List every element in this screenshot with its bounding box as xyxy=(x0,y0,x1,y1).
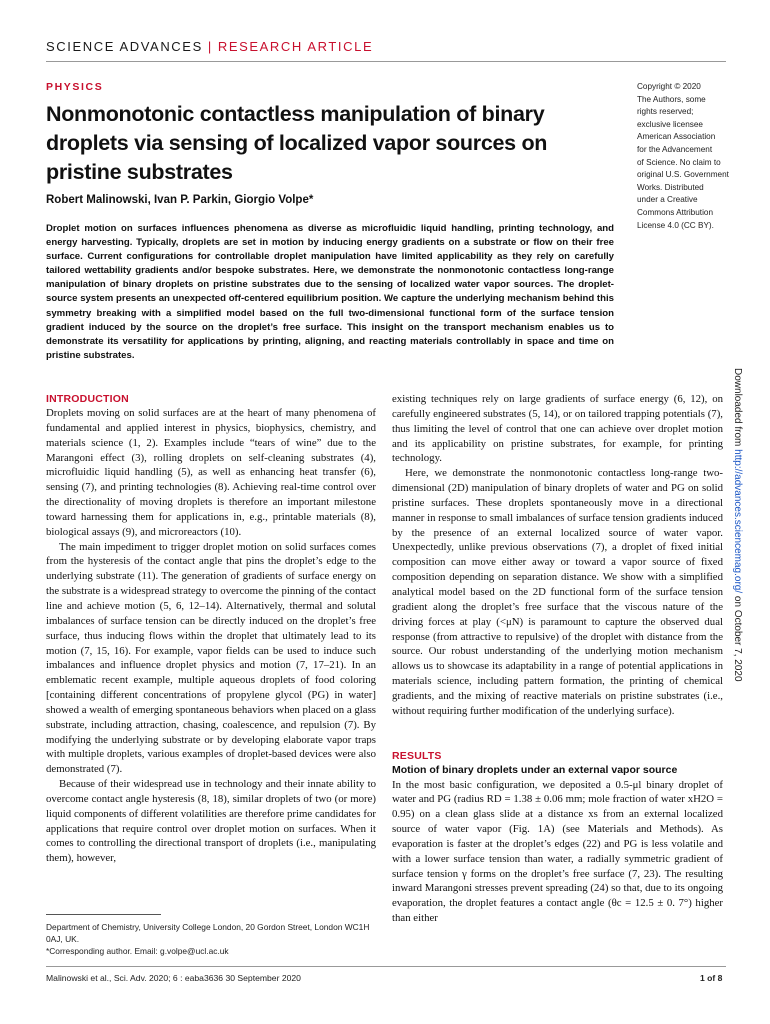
column-right xyxy=(392,392,723,926)
page-number: 1 of 8 xyxy=(700,973,723,983)
copyright-line: of Science. No claim to xyxy=(637,157,721,167)
body-paragraph: The main impediment to trigger droplet motion on solid surfaces comes from the hysteresis of the contact angle that pins the droplet’s edge to the underlying substrate (11). The generation of gradients of surface energy on the substrate is a widespread strategy to overcome the pinning of the contact line and achieve motion (5, 6, 12–14). Alternatively, thermal and solutal imbalances of surface tension can be directly induced on the droplet’s free surface, thus inducing flows within the droplet that ultimately lead to its motion (7, 15, 16). For example, vapor fields can be used to induce such imbalances and influence droplet physics and motion (7, 17–21). In an emblematic recent example, multiple aqueous droplets of food coloring [containing different concentrations of propylene glycol (PG) in water] showed a wealth of emerging spontaneous behaviors when placed on a glass substrate, including attraction, chasing, coalescence, and repulsion (7). By modifying the underlying substrate or by developing elaborate vapor traps with multiple droplets, various examples of droplet-based devices were also demonstrated (7). xyxy=(46,540,376,776)
article-title: Nonmonotonic contactless manipulation of binary droplets via sensing of localized vapor sources on pristine substrates xyxy=(46,102,548,184)
copyright-line: under a Creative xyxy=(637,195,698,205)
copyright-line: rights reserved; xyxy=(637,107,694,117)
introduction-heading: INTRODUCTION xyxy=(46,393,129,405)
corresponding-author: *Corresponding author. Email: g.volpe@ucl.ac.uk xyxy=(46,945,229,956)
copyright-line: The Authors, some xyxy=(637,94,706,104)
sidebar-suffix: on October 7, 2020 xyxy=(732,593,743,682)
abstract: Droplet motion on surfaces influences phenomena as diverse as microfluidic liquid handling, printing technology, and energy harvesting. Typically, droplets are set in motion by inducing energy gradients on a substrate or flow on their free surface. Current configurations for controllable droplet manipulation have limited applicability as they rely on carefully tailored wettability gradients and/or bespoke substrates. Here, we demonstrate the nonmonotonic contactless long-range manipulation of binary droplets on pristine substrates due to the sensing of localized water vapor sources. The droplet-source system presents an unexpected off-centered equilibrium position. We capture the underlying mechanism behind this symmetry breaking with a simplified model based on the full two-dimensional functional form of the surface tension gradient induced by the source on the droplet’s free surface. This insight on the transport mechanism enables us to demonstrate its versatility for applications by printing, aligning, and reacting materials controllably in space and time on pristine substrates. xyxy=(46,223,614,361)
body-paragraph: Here, we demonstrate the nonmonotonic contactless long-range two-dimensional (2D) manipulation of binary droplets of water and PG on solid pristine surfaces. These droplets spontaneously move in a directional manner in response to small imbalances of surface tension gradients induced by the presence of an external localized source of water vapor. Unexpectedly, unlike previous observations (7), a droplet of fixed initial composition can move either away or toward a vapor source of fixed composition depending on separation distance. We show with a simplified analytical model based on the 2D functional form of the surface tension gradient along the droplet’s free surface that the viscous nature of the driving forces at play (<μN) is paramount to capture the observed dual response (from attractive to repulsive) of the droplet with distance from the source. Our robust understanding of the underlying motion mechanism allows us to showcase its adaptability in a range of potential applications in materials science, including pattern formation, the printing of chemical gradients, and the mixing of reactive materials on pristine substrates (i.e., without requiring further modification of the underlying surface). xyxy=(392,467,724,717)
footnote xyxy=(46,922,376,957)
affiliation: Department of Chemistry, University College London, 20 Gordon Street, London WC1H 0AJ, UK. xyxy=(46,922,370,944)
footnote-rule xyxy=(46,914,161,915)
footer-rule xyxy=(46,966,726,967)
download-sidebar xyxy=(732,368,743,682)
copyright-line: Commons Attribution xyxy=(637,207,713,217)
sidebar-prefix: Downloaded from xyxy=(732,368,743,450)
copyright-line: American Association xyxy=(637,132,716,142)
journal-header xyxy=(46,39,373,54)
copyright-line: Works. Distributed xyxy=(637,182,704,192)
citation-footer: Malinowski et al., Sci. Adv. 2020; 6 : eaba3636 30 September 2020 xyxy=(46,973,301,983)
journal-name: SCIENCE ADVANCES xyxy=(46,39,203,54)
results-subheading: Motion of binary droplets under an external vapor source xyxy=(392,763,678,776)
header-rule xyxy=(46,61,726,62)
copyright-line: exclusive licensee xyxy=(637,119,703,129)
body-paragraph: Because of their widespread use in technology and their innate ability to overcome contact angle hysteresis (8, 18), similar droplets of two (or more) liquid components of different volatilities are therefore prime candidates for applications that require control over droplet motion on surfaces. When it comes to controlling the directional transport of droplets (i.e., manipulating them), however, xyxy=(46,778,376,865)
results-heading: RESULTS xyxy=(392,749,442,762)
copyright-line: License 4.0 (CC BY). xyxy=(637,220,714,230)
header-separator: | xyxy=(207,39,213,54)
copyright-notice xyxy=(637,81,737,232)
section-tag: PHYSICS xyxy=(46,81,104,93)
copyright-line: for the Advancement xyxy=(637,144,713,154)
sidebar-link[interactable]: http://advances.sciencemag.org/ xyxy=(732,449,743,594)
article-type: RESEARCH ARTICLE xyxy=(217,39,374,54)
column-left xyxy=(46,392,376,866)
author-list: Robert Malinowski, Ivan P. Parkin, Giorgio Volpe* xyxy=(46,194,314,206)
body-paragraph: In the most basic configuration, we deposited a 0.5-μl binary droplet of water and PG (radius RD = 1.38 ± 0.06 mm; mole fraction of water xH2O = 0.95) on a clean glass slide at a distance xs from an external localized source of water vapor (Fig. 1A) (see Materials and Methods). As evaporation is faster at the droplet’s edges (22) and PG is less volatile and with a lower surface tension than water, a radially symmetric gradient of surface tension γ forms on the droplet’s free surface (7, 23). The resulting inward Marangoni stresses prevent spreading (24) so that, due to its ongoing evaporation, the droplet features a contact angle (θc = 12.5 ± 0. 7°) higher than either xyxy=(392,778,723,925)
body-paragraph: Droplets moving on solid surfaces are at the heart of many phenomena of fundamental and applied interest in physics, biophysics, chemistry, and materials science (1, 2). Examples include “tears of wine” due to the Marangoni effect (3), rolling droplets on self-cleaning substrates (4), microfluidic liquid handling (5), as well as enhancing heat transfer (6), sensing (7), and printing technologies (8). Achieving real-time control over the directionality of moving droplets is therefore an important milestone toward harnessing them for applications in, e.g., printable materials (8), biological assays (9), and microreactors (10). xyxy=(46,407,376,538)
copyright-line: Copyright © 2020 xyxy=(637,82,701,91)
copyright-line: original U.S. Government xyxy=(637,170,729,180)
body-paragraph: existing techniques rely on large gradients of surface energy (6, 12), on carefully engineered substrates (5, 14), or on tailored trapping potentials (7), thus limiting the level of control that one can achieve over droplet motion and its applicability on pristine substrates, for example, for printing technology. xyxy=(392,393,723,465)
